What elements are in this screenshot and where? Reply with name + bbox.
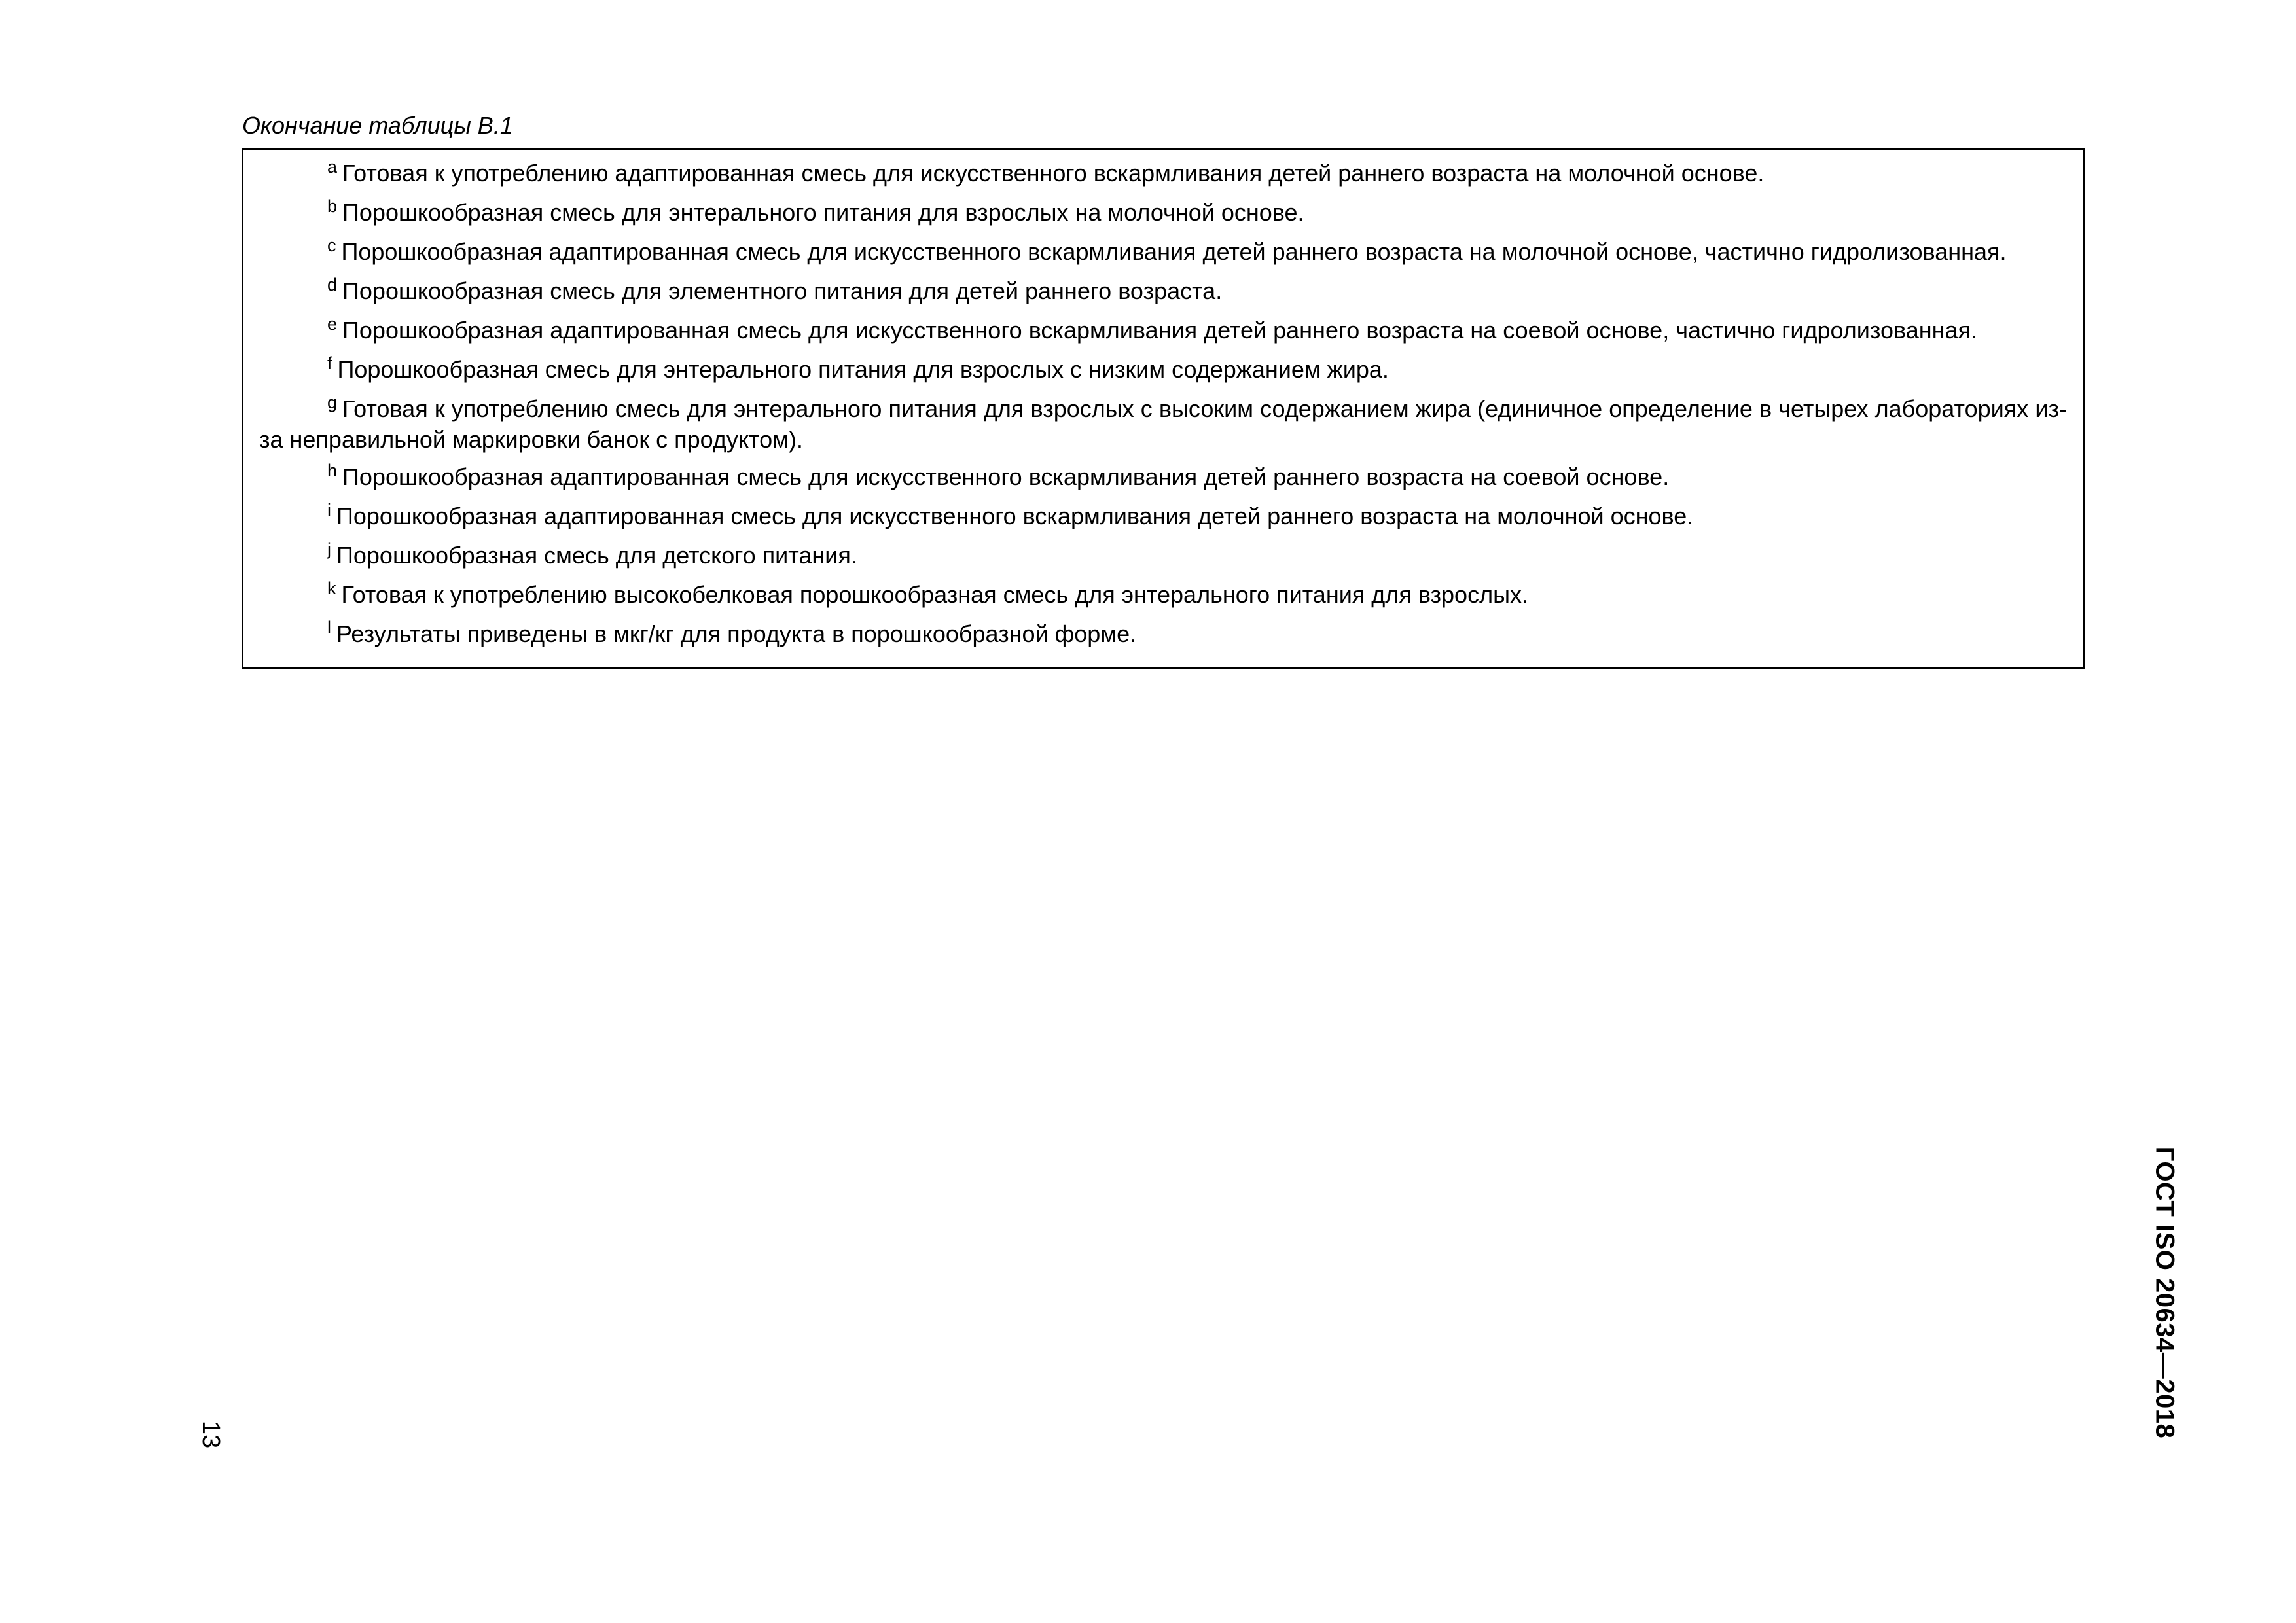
footnote-i (259, 502, 2067, 533)
footnote-text: Порошкообразная смесь для детского питания. (336, 542, 857, 569)
footnote-mark: c (327, 236, 336, 255)
footnote-e (259, 316, 2067, 347)
footnote-mark: j (327, 539, 331, 559)
footnote-j (259, 541, 2067, 572)
footnote-text: Готовая к употреблению смесь для энтерального питания для взрослых с высоким содержанием жира (единичное определение в четырех лабораториях из-за неправильной маркировки банок с продуктом). (259, 395, 2067, 453)
table-caption: Окончание таблицы В.1 (242, 112, 513, 139)
footnote-text: Готовая к употреблению адаптированная смесь для искусственного вскармливания детей раннего возраста на молочной основе. (342, 160, 1765, 187)
table-footnotes (242, 148, 2085, 669)
footnote-mark: k (327, 579, 336, 598)
footnote-k (259, 580, 2067, 611)
footnote-text: Порошкообразная адаптированная смесь для искусственного вскармливания детей раннего возраста на молочной основе. (336, 503, 1694, 529)
document-code-text: ГОСТ ISO 20634—2018 (2150, 1146, 2179, 1439)
footnote-mark: e (327, 314, 338, 334)
footnote-text: Порошкообразная смесь для энтерального питания для взрослых на молочной основе. (342, 199, 1304, 226)
footnote-text: Порошкообразная смесь для энтерального питания для взрослых с низким содержанием жира. (337, 356, 1389, 383)
footnote-text: Порошкообразная адаптированная смесь для искусственного вскармливания детей раннего возраста на молочной основе, частично гидролизованная. (341, 238, 2007, 265)
footnote-mark: b (327, 196, 338, 216)
footnote-mark: l (327, 618, 331, 637)
footnote-mark: a (327, 157, 338, 177)
footnote-f (259, 355, 2067, 386)
footnote-b (259, 198, 2067, 229)
footnote-text: Готовая к употреблению высокобелковая порошкообразная смесь для энтерального питания для взрослых. (341, 581, 1528, 608)
footnote-g (259, 395, 2067, 454)
footnote-c (259, 238, 2067, 268)
footnote-d (259, 277, 2067, 308)
page-number: 13 (197, 1420, 224, 1449)
footnote-mark: d (327, 275, 338, 294)
footnote-text: Порошкообразная адаптированная смесь для искусственного вскармливания детей раннего возраста на соевой основе, частично гидролизованная. (342, 317, 1977, 344)
footnote-text: Порошкообразная адаптированная смесь для искусственного вскармливания детей раннего возраста на соевой основе. (342, 463, 1670, 490)
footnote-mark: f (327, 353, 332, 373)
footnote-mark: h (327, 461, 338, 480)
footnote-mark: i (327, 500, 331, 520)
document-code (2150, 1132, 2179, 1453)
footnote-text: Результаты приведены в мкг/кг для продукта в порошкообразной форме. (336, 620, 1137, 647)
footnote-mark: g (327, 393, 338, 412)
footnote-h (259, 463, 2067, 493)
footnote-l (259, 620, 2067, 651)
footnote-text: Порошкообразная смесь для элементного питания для детей раннего возраста. (342, 277, 1223, 304)
footnote-a (259, 159, 2067, 190)
